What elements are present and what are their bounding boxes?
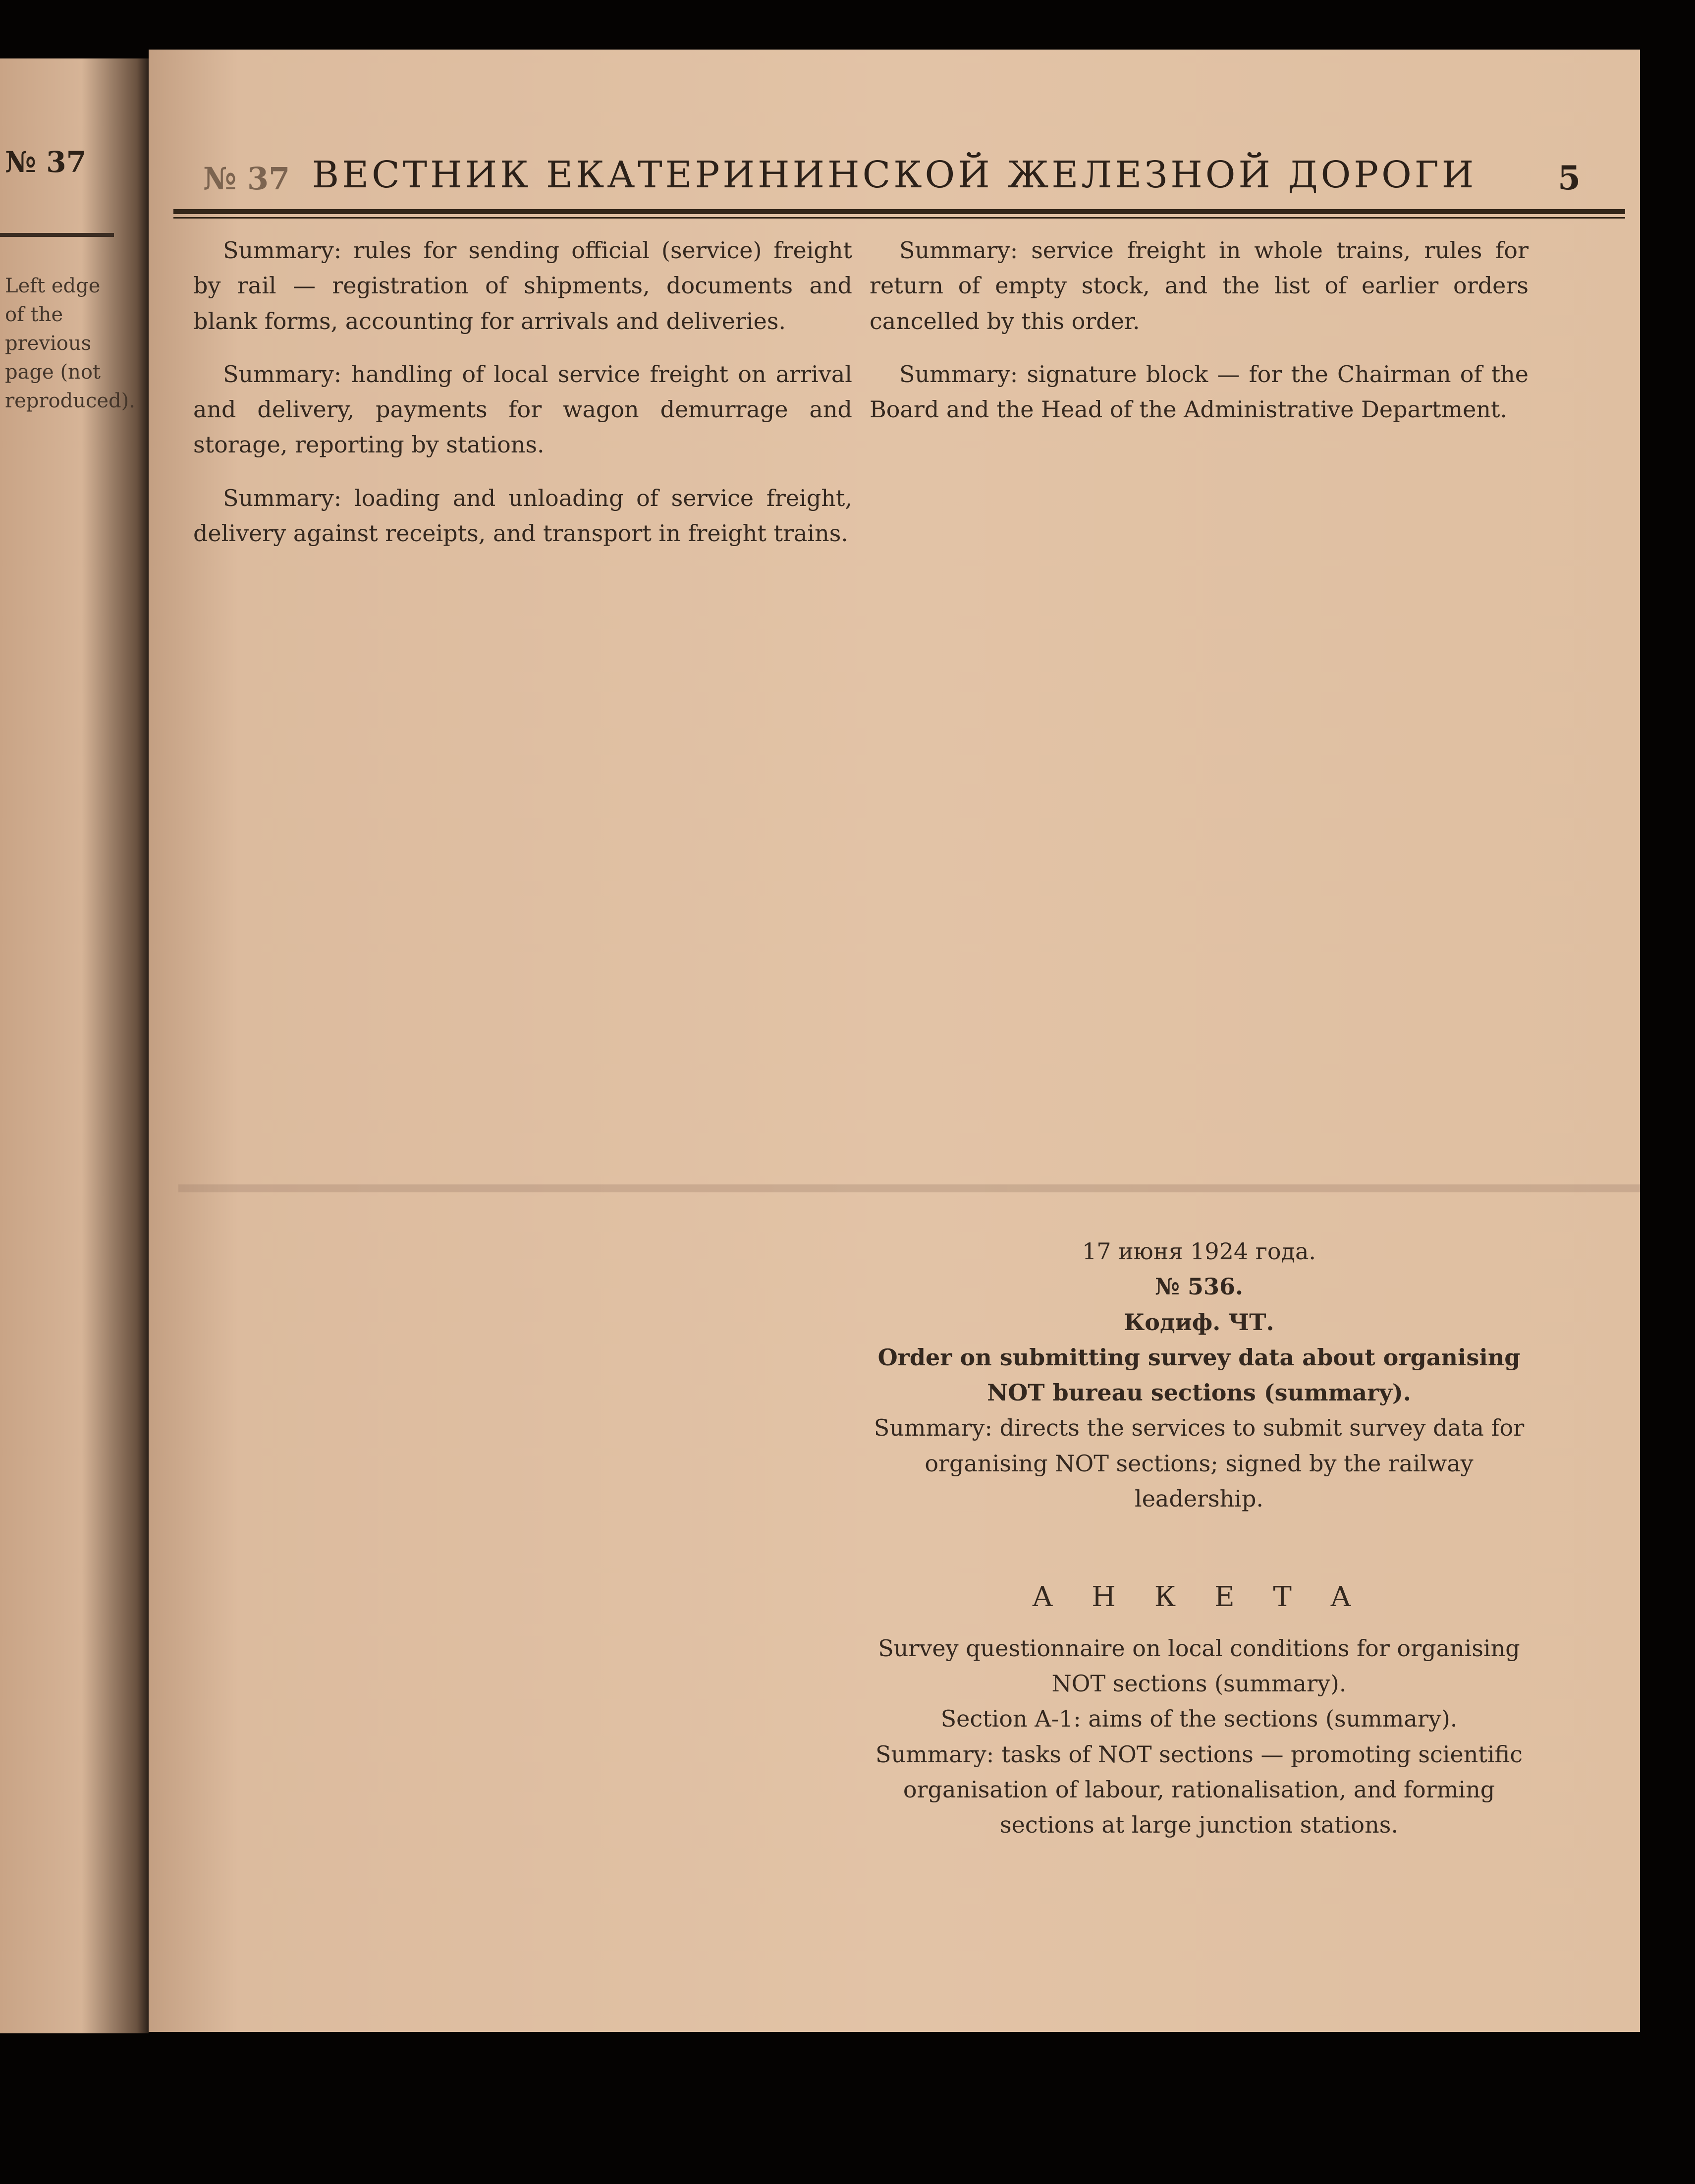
left-column	[193, 233, 852, 569]
newspaper-page	[149, 50, 1640, 2032]
order-date: 17 июня 1924 года.	[1082, 1238, 1316, 1265]
previous-page-number: № 37	[5, 145, 86, 179]
masthead-rule	[173, 209, 1625, 214]
previous-page-note: Left edge of the previous page (not reproduced).	[5, 275, 135, 412]
anketa-intro: Survey questionnaire on local conditions for organising NOT sections (summary).	[878, 1634, 1520, 1697]
order-header	[870, 1234, 1529, 1516]
anketa-body: Summary: tasks of NOT sections — promoting scientific organisation of labour, rationalisation, and forming sections at large junction stations.	[875, 1740, 1523, 1839]
order-subject: Order on submitting survey data about organising NOT bureau sections (summary).	[877, 1344, 1521, 1406]
right-summary-1: Summary: service freight in whole trains, rules for return of empty stock, and the list of earlier orders cancelled by this order.	[870, 237, 1529, 335]
masthead-title: ВЕСТНИК ЕКАТЕРИНИНСКОЙ ЖЕЛЕЗНОЙ ДОРОГИ	[312, 154, 1477, 196]
masthead-rule-thin	[173, 217, 1625, 219]
left-summary-3: Summary: loading and unloading of service freight, delivery against receipts, and transport in freight trains.	[193, 484, 852, 547]
right-column	[870, 233, 1529, 445]
left-summary-1: Summary: rules for sending official (service) freight by rail — registration of shipments, documents and blank forms, accounting for arrivals and deliveries.	[193, 237, 852, 335]
anketa-heading: А Н К Е Т А	[1032, 1581, 1367, 1613]
masthead-issue-number: № 37	[203, 161, 290, 197]
masthead-page-number: 5	[1558, 159, 1581, 197]
previous-page-strip	[0, 58, 149, 2033]
fold-shadow	[178, 1184, 1640, 1192]
previous-page-rule	[0, 233, 114, 237]
masthead	[149, 149, 1640, 203]
anketa-section-title: Section A-1: aims of the sections (summary).	[940, 1705, 1458, 1733]
order-body: Summary: directs the services to submit survey data for organising NOT sections; signed by the railway leadership.	[874, 1414, 1525, 1512]
left-summary-2: Summary: handling of local service freight on arrival and delivery, payments for wagon demurrage and storage, reporting by stations.	[193, 360, 852, 458]
anketa-section	[870, 1576, 1529, 1843]
order-number: № 536.	[1154, 1273, 1244, 1300]
right-summary-2: Summary: signature block — for the Chairman of the Board and the Head of the Administrative Department.	[870, 360, 1529, 423]
order-code: Кодиф. ЧТ.	[1124, 1308, 1274, 1336]
